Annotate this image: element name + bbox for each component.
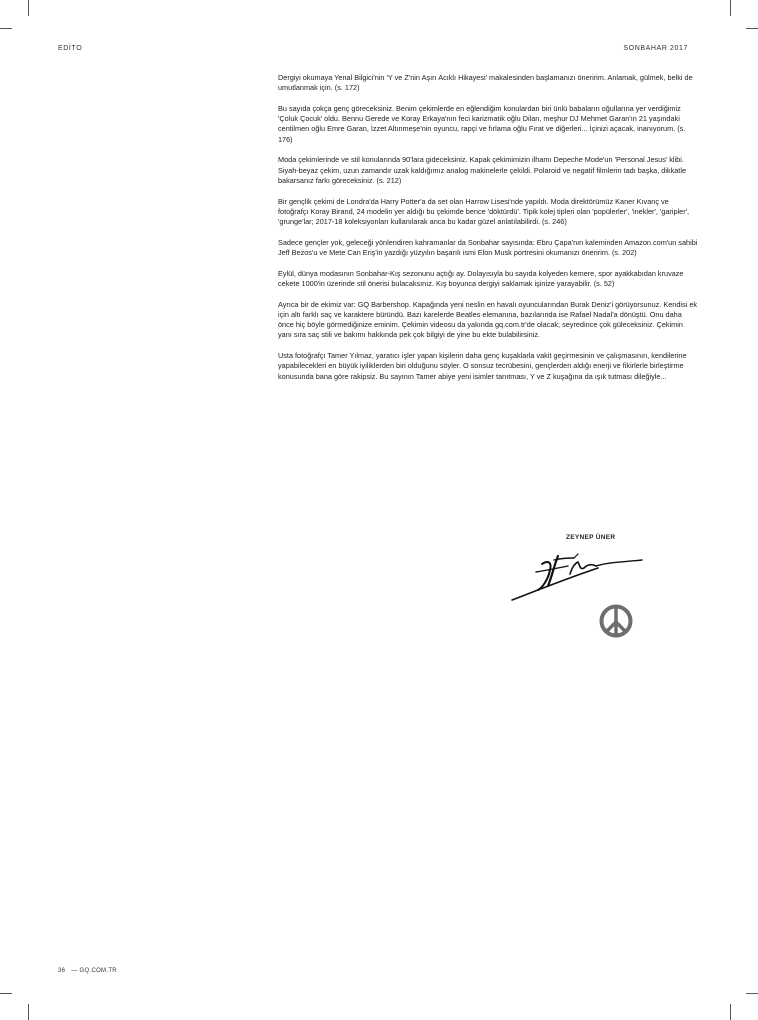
- site-url: — GQ.COM.TR: [71, 968, 117, 974]
- crop-mark: [28, 1004, 29, 1020]
- crop-mark: [0, 993, 12, 994]
- paragraph: Eylül, dünya modasının Sonbahar-Kış sezonunu açtığı ay. Dolayısıyla bu sayıda kolyeden kemere, spor ayakkabıdan kruvaze cekete 1000'in üzerinde stil önerisi bulacaksınız. Kış boyunca dergiyi saklamak işinize yarayabilir. (s. 52): [278, 268, 684, 288]
- paragraph: Bir gençlik çekimi de Londra'da Harry Potter'a da set olan Harrow Lisesi'nde yapıldı. Moda direktörümüz Kaner Kıvanç ve fotoğrafçı Koray Birand, 24 modelin yer aldığı bu çekimde bence 'döktürdü'. Tipik kolej tipleri olan 'popülerler', 'inekler', 'garipler', 'grunge'lar; 2017-18 koleksiyonları kullanılarak anca bu kadar güzel anlatılabilirdi. (s. 246): [278, 196, 690, 227]
- paragraph: Usta fotoğrafçı Tamer Yılmaz, yaratıcı işler yapan kişilerin daha genç kuşaklarla vakit geçirmesinin ve çalışmasının, kendilerine yapabilecekleri en büyük iyiliklerden biri olduğunu söyler. O sonsuz tecrübesini, gençlerden aldığı enerji ve fikirlerle birleştirme konusunda bana göre rakipsiz. Bu sayının Tamer abiye yeni isimler tanıtması, Y ve Z kuşağına da ışık tutması dileğiyle...: [278, 351, 687, 381]
- crop-mark: [730, 0, 731, 16]
- peace-symbol-icon: [598, 603, 634, 639]
- paragraph: Sadece gençler yok, geleceği yönlendiren kahramanlar da Sonbahar sayısında: Ebru Çapa'nın kaleminden Amazon.com'un sahibi Jeff Bezos'u ve Mete Can Eriş'in yazdığı yüzyılın başarılı ismi Elon Musk portresini okumanızı öneririm. (s. 202): [278, 237, 698, 258]
- section-label: EDİTO: [58, 45, 83, 52]
- crop-mark: [746, 993, 758, 994]
- signature-image: [508, 550, 648, 604]
- crop-mark: [730, 1004, 731, 1020]
- crop-mark: [746, 28, 758, 29]
- editorial-body: [278, 73, 698, 392]
- paragraph: Bu sayıda çokça genç göreceksiniz. Benim çekimlerde en eğlendiğim konulardan biri ünlü babaların oğullarına yer verdiğimiz 'Çoluk Çocuk' oldu. Bennu Gerede ve Koray Erkaya'nın feci karizmatik oğlu Dilan, meşhur DJ Mehmet Garan'ın 21 yaşındaki centilmen oğlu Emre Garan, İzzet Altınmeşe'nin oyuncu, rapçi ve fırlama oğlu Fırat ve diğerleri... İçinizi açacak, inanıyorum. (s. 176): [278, 103, 686, 144]
- page-number: 36: [58, 968, 66, 974]
- crop-mark: [0, 28, 12, 29]
- crop-mark: [28, 0, 29, 16]
- paragraph: Ayrıca bir de ekimiz var: GQ Barbershop. Kapağında yeni neslin en havalı oyuncularından Burak Deniz'i görüyorsunuz. Kendisi ek için altı farklı saç ve karaktere büründü. Bazı karelerde Beatles elemanına, bazılarında ise Rafael Nadal'a dönüştü. Onu daha önce hiç böyle görmediğinize eminim. Çekimin videosu da yakında gq.com.tr'de olacak; seyredince çok güleceksiniz. Çekimin yanı sıra saç stili ve bakımı hakkında pek çok bilgiyi de yine bu ekte bulabilirsiniz.: [278, 299, 698, 340]
- page-footer: [58, 968, 117, 974]
- paragraph: Dergiyi okumaya Yenal Bilgici'nin 'Y ve Z'nin Aşırı Acıklı Hikayesi' makalesinden başlamanızı öneririm. Anlamak, gülmek, belki de umutlanmak için. (s. 172): [278, 73, 693, 93]
- issue-label: SONBAHAR 2017: [623, 45, 688, 52]
- author-name: ZEYNEP ÜNER: [566, 534, 616, 541]
- paragraph: Moda çekimlerinde ve stil konularında 90'lara gideceksiniz. Kapak çekimimizin ilhamı Depeche Mode'un 'Personal Jesus' klibi. Siyah-beyaz çekim, uzun zamandır uzak kaldığımız analog makinelerle çekildi. Polaroid ve negatif filmlerin tadı başka, dikkatle bakarsanız farkı göreceksiniz. (s. 212): [278, 155, 687, 185]
